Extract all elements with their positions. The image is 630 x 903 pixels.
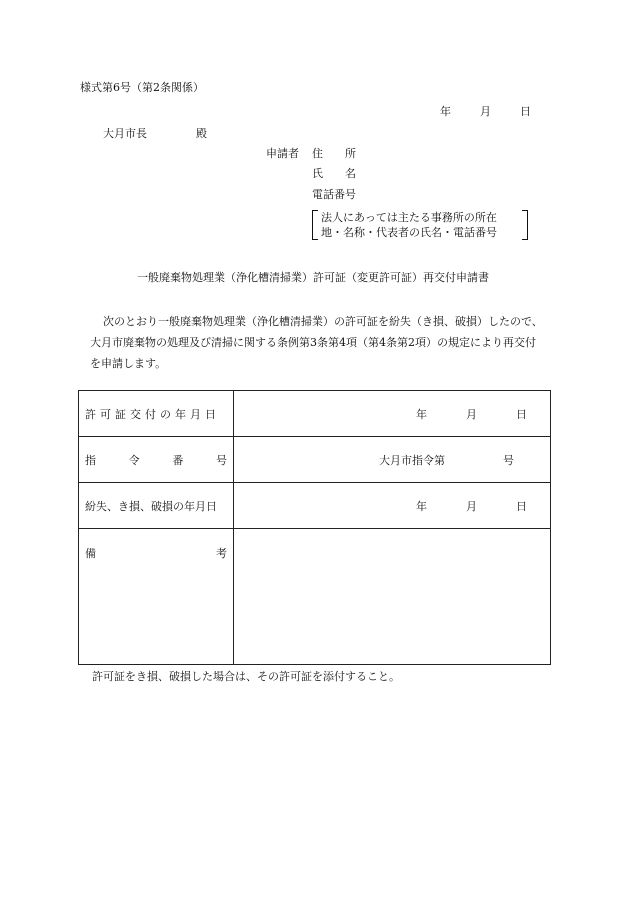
- body-line1: 次のとおり一般廃棄物処理業（浄化槽清掃業）の許可証を紛失（き損、破損）したので、: [103, 315, 543, 328]
- label-remarks: [79, 529, 234, 665]
- label-order-number: [79, 437, 234, 483]
- document-title: 一般廃棄物処理業（浄化槽清掃業）許可証（変更許可証）再交付申請書: [137, 271, 489, 284]
- loss-year: 年: [416, 499, 427, 513]
- corporate-note: [312, 210, 528, 242]
- table-row-remarks: [79, 529, 551, 665]
- value-issue-date[interactable]: [234, 391, 551, 437]
- label-loss-date-text: 紛失、き損、破損の年月日: [85, 499, 217, 513]
- order-suffix: 号: [503, 453, 514, 467]
- issue-month: 月: [466, 407, 477, 421]
- table-row-issue-date: [79, 391, 551, 437]
- form-number: 様式第6号（第2条関係）: [80, 81, 204, 94]
- label-char: 考: [216, 547, 227, 560]
- label-char: 番: [172, 453, 184, 467]
- applicant-name-label: 氏 名: [312, 167, 356, 180]
- applicant-phone-label: 電話番号: [312, 188, 356, 201]
- label-char: 指: [85, 453, 96, 467]
- label-char: 令: [128, 453, 140, 467]
- date-year: 年: [440, 105, 451, 118]
- label-char: 号: [215, 453, 227, 467]
- applicant-label: 申請者: [266, 147, 299, 160]
- label-issue-date: [79, 391, 234, 437]
- table-row-order-number: [79, 437, 551, 483]
- label-loss-date: [79, 483, 234, 529]
- label-char: 備: [85, 547, 96, 560]
- loss-month: 月: [466, 499, 477, 513]
- order-prefix: 大月市指令第: [379, 453, 445, 467]
- value-loss-date[interactable]: [234, 483, 551, 529]
- corporate-note-line2: 地・名称・代表者の氏名・電話番号: [321, 226, 497, 239]
- corporate-note-line1: 法人にあっては主たる事務所の所在: [321, 211, 497, 224]
- addressee-honorific: 殿: [196, 127, 207, 140]
- loss-day: 日: [516, 499, 527, 513]
- date-day: 日: [520, 105, 531, 118]
- date-month: 月: [480, 105, 491, 118]
- value-order-number[interactable]: [234, 437, 551, 483]
- applicant-address-label: 住 所: [312, 147, 356, 160]
- footnote: 許可証をき損、破損した場合は、その許可証を添付すること。: [92, 670, 400, 683]
- issue-day: 日: [516, 407, 527, 421]
- value-remarks[interactable]: [234, 529, 551, 665]
- body-line2: 大月市廃棄物の処理及び清掃に関する条例第3条第4項（第4条第2項）の規定により再交付: [90, 336, 536, 349]
- issue-year: 年: [416, 407, 427, 421]
- label-issue-date-text: 許可証交付の年月日: [85, 407, 220, 421]
- bracket-right: [522, 210, 528, 240]
- date-line: [440, 106, 531, 117]
- application-table: [78, 390, 551, 665]
- body-line3: を申請します。: [90, 357, 167, 370]
- addressee-mayor: 大月市長: [103, 127, 147, 140]
- bracket-left: [312, 210, 318, 240]
- table-row-loss-date: [79, 483, 551, 529]
